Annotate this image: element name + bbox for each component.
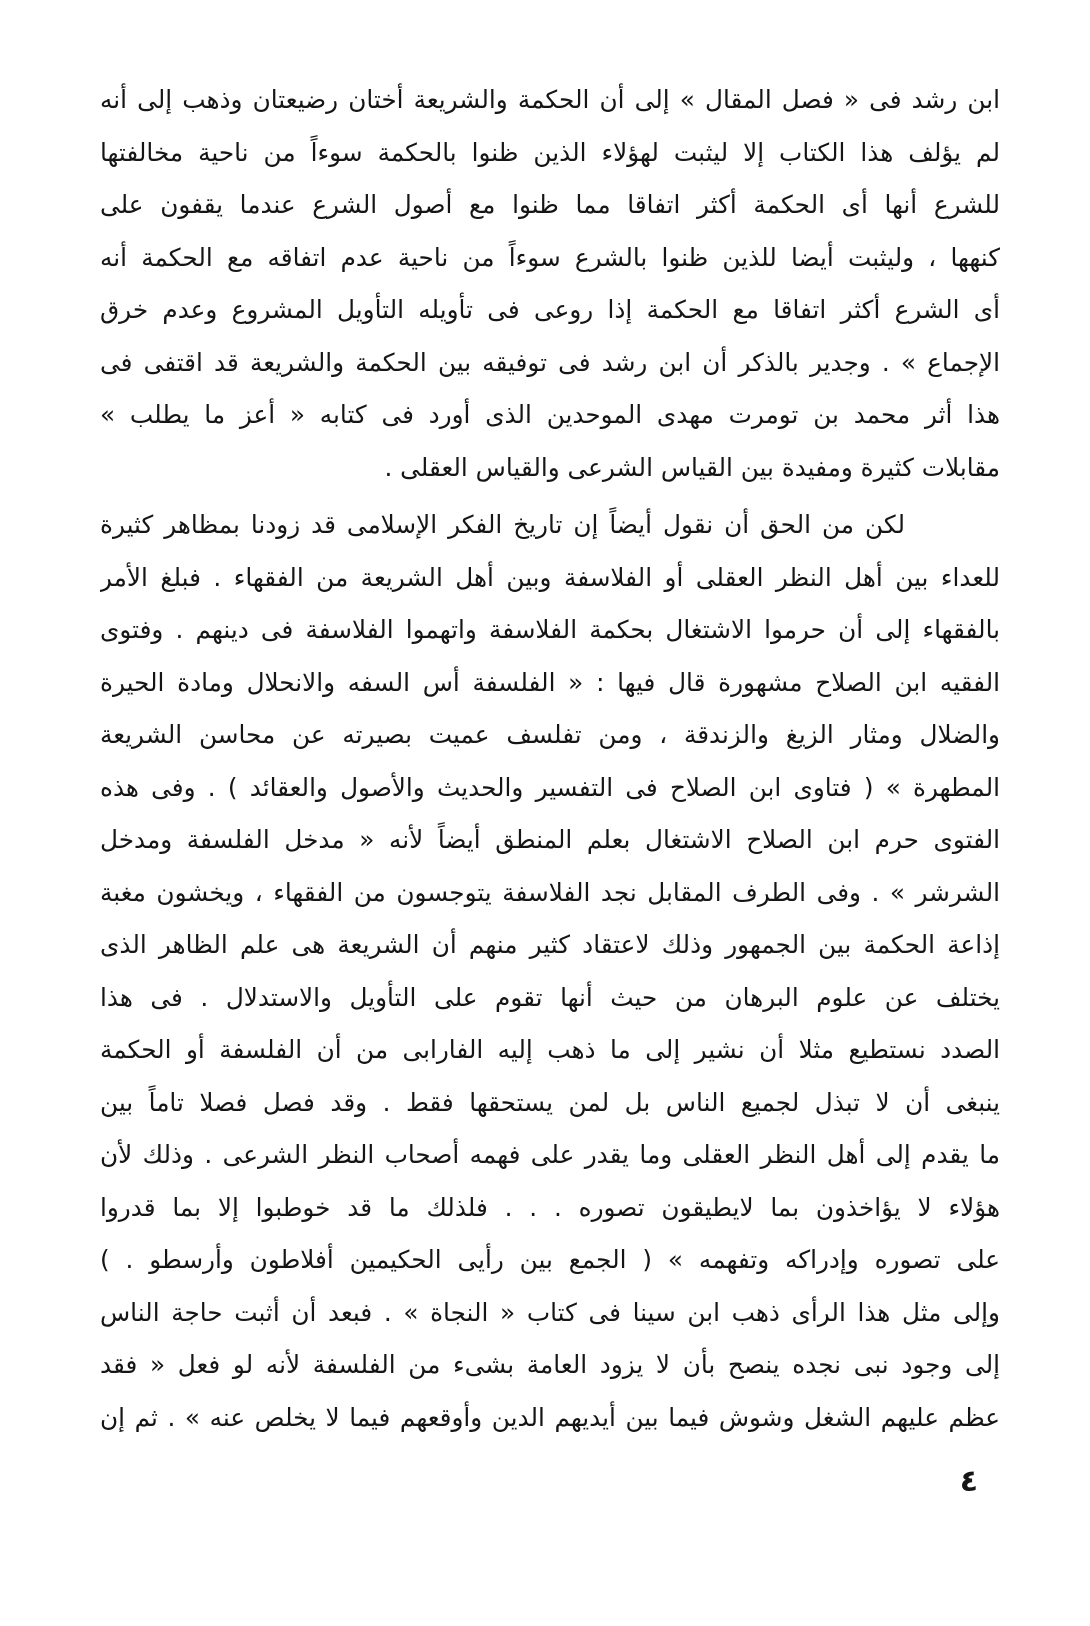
text-line: والضلال ومثار الزيغ والزندقة ، ومن تفلسف عميت بصيرته عن محاسن الشريعة bbox=[100, 720, 1000, 749]
text-line: مقابلات كثيرة ومفيدة بين القياس الشرعى والقياس العقلى . bbox=[384, 452, 1000, 482]
text-line: للعداء بين أهل النظر العقلى أو الفلاسفة وبين أهل الشريعة من الفقهاء . فبلغ الأمر bbox=[100, 562, 1000, 592]
text-line: ينبغى أن لا تبذل لجميع الناس بل لمن يستحقها فقط . وقد فصل فصلا تاماً بين bbox=[100, 1087, 1000, 1117]
text-line: الفتوى حرم ابن الصلاح الاشتغال بعلم المنطق أيضاً لأنه « مدخل الفلسفة ومدخل bbox=[100, 825, 1000, 854]
page-number: ٤ bbox=[959, 1464, 978, 1499]
text-line: عظم عليهم الشغل وشوش فيما بين أيديهم الدين وأوقعهم فيما لا يخلص عنه » . ثم إن bbox=[100, 1402, 1000, 1432]
text-line: ما يقدم إلى أهل النظر العقلى وما يقدر على فهمه أصحاب النظر الشرعى . وذلك لأن bbox=[100, 1140, 1000, 1169]
text-line: على تصوره وإدراكه وتفهمه » ( الجمع بين رأيى الحكيمين أفلاطون وأرسطو . ) bbox=[100, 1245, 1000, 1274]
text-line: أى الشرع أكثر اتفاقا مع الحكمة إذا روعى فى تأويله التأويل المشروع وعدم خرق bbox=[100, 295, 1000, 324]
text-line: هذا أثر محمد بن تومرت مهدى الموحدين الذى أورد فى كتابه « أعز ما يطلب » bbox=[100, 400, 1000, 429]
text-line: كنهها ، وليثبت أيضا للذين ظنوا بالشرع سوءاً من ناحية عدم اتفاقه مع الحكمة أنه bbox=[100, 242, 1000, 272]
text-line: للشرع أنها أى الحكمة أكثر اتفاقا مما ظنوا مع أصول الشرع عندما يقفون على bbox=[100, 190, 1000, 219]
text-line: هؤلاء لا يؤاخذون بما لايطيقون تصوره . . . فلذلك ما قد خوطبوا إلا بما قدروا bbox=[100, 1192, 1000, 1222]
text-line: المطهرة » ( فتاوى ابن الصلاح فى التفسير والحديث والأصول والعقائد ) . وفى هذه bbox=[100, 772, 1000, 802]
text-line: لم يؤلف هذا الكتاب إلا ليثبت لهؤلاء الذين ظنوا بالحكمة سوءاً من ناحية مخالفتها bbox=[100, 137, 1000, 167]
text-line: الفقيه ابن الصلاح مشهورة قال فيها : « الفلسفة أس السفه والانحلال ومادة الحيرة bbox=[100, 667, 1000, 697]
text-line: لكن من الحق أن نقول أيضاً إن تاريخ الفكر الإسلامى قد زودنا بمظاهر كثيرة bbox=[100, 510, 905, 539]
text-line: إلى وجود نبى نجده ينصح بأن لا يزود العامة بشىء من الفلسفة لأنه لو فعل « فقد bbox=[100, 1350, 1000, 1379]
text-line: يختلف عن علوم البرهان من حيث أنها تقوم على التأويل والاستدلال . فى هذا bbox=[100, 982, 1000, 1012]
paragraph bbox=[100, 499, 1000, 1444]
page-text bbox=[100, 74, 1000, 1444]
text-line: ابن رشد فى « فصل المقال » إلى أن الحكمة والشريعة أختان رضيعتان وذهب إلى أنه bbox=[100, 85, 1000, 114]
paragraph bbox=[100, 74, 1000, 494]
text-line: الإجماع » . وجدير بالذكر أن ابن رشد فى توفيقه بين الحكمة والشريعة قد اقتفى فى bbox=[100, 347, 1000, 377]
text-line: بالفقهاء إلى أن حرموا الاشتغال بحكمة الفلاسفة واتهموا الفلاسفة فى دينهم . وفتوى bbox=[100, 615, 1000, 644]
text-line: الشرشر » . وفى الطرف المقابل نجد الفلاسفة يتوجسون من الفقهاء ، ويخشون مغبة bbox=[100, 877, 1000, 907]
text-line: وإلى مثل هذا الرأى ذهب ابن سينا فى كتاب « النجاة » . فبعد أن أثبت حاجة الناس bbox=[100, 1297, 1000, 1327]
text-line: الصدد نستطيع مثلا أن نشير إلى ما ذهب إليه الفارابى من أن الفلسفة أو الحكمة bbox=[100, 1035, 1000, 1064]
text-line: إذاعة الحكمة بين الجمهور وذلك لاعتقاد كثير منهم أن الشريعة هى علم الظاهر الذى bbox=[100, 930, 1000, 959]
